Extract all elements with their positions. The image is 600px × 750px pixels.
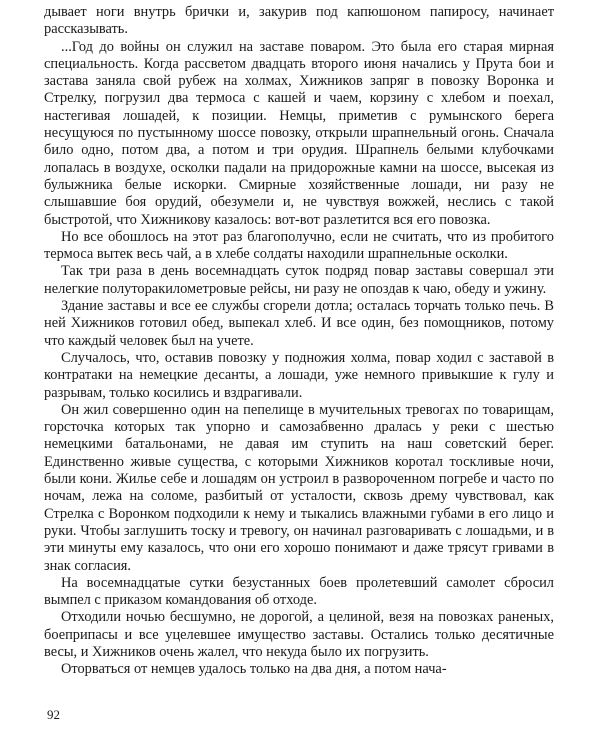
paragraph: Отходили ночью бесшумно, не дорогой, а целиной, везя на повозках раненых, боеприпасы и все уцелевшее имущество заставы. Остались только десятичные весы, и Хижников очень жалел, что некуда было их погрузить. [44, 609, 554, 660]
paragraph: Он жил совершенно один на пепелище в мучительных тревогах по товарищам, горсточка которых так упорно и самозабвенно дралась у реки с шестью немецкими батальонами, не давая им ступить на наш советский берег. Единственно живые существа, с которыми Хижников коротал тоскливые ночи, были кони. Жилье себе и лошадям он устроил в развороченном погребе и часто по ночам, лежа на соломе, разбитый от усталости, сквозь дрему чувствовал, как Стрелка с Воронком подходили к нему и тыкались влажными губами в его лицо и руки. Чтобы заглушить тоску и тревогу, он начинал разговаривать с лошадьми, и в эти минуты ему казалось, что они его хорошо понимают и даже трясут гривами в знак согласия. [44, 401, 554, 574]
paragraph: Случалось, что, оставив повозку у подножия холма, повар ходил с заставой в контратаки на немецкие десанты, а лошади, уже немного привыкшие к гулу и разрывам, только косились и вздрагивали. [44, 349, 554, 401]
paragraph: Здание заставы и все ее службы сгорели дотла; осталась торчать только печь. В ней Хижников готовил обед, выпекал хлеб. И все один, без помощников, потому что каждый человек был на учете. [44, 298, 554, 349]
text-column [44, 4, 554, 679]
paragraph: Но все обошлось на этот раз благополучно, если не считать, что из пробитого термоса вытек весь чай, а в хлебе солдаты находили шрапнельные осколки. [44, 228, 554, 263]
page-number: 92 [47, 707, 60, 722]
paragraph: На восемнадцатые сутки безустанных боев пролетевший самолет сбросил вымпел с приказом командования об отходе. [44, 574, 554, 609]
paragraph-continuation: дывает ноги внутрь брички и, закурив под капюшоном папиросу, начинает рассказывать. [44, 4, 554, 38]
paragraph: Так три раза в день восемнадцать суток подряд повар заставы совершал эти нелегкие полуторакилометровые рейсы, ни разу не опоздав к чаю, обеду и ужину. [44, 263, 554, 297]
paragraph-final: Оторваться от немцев удалось только на два дня, а потом нача- [61, 661, 447, 678]
paragraph: ...Год до войны он служил на заставе поваром. Это была его старая мирная специальность. Когда рассветом двадцать второго июня начались у Прута бои и застава заняла свой рубеж на холмах, Хижников запряг в повозку Воронка и Стрелку, погрузил два термоса с кашей и чаем, корзину с хлебом и поехал, настегивая лошадей, к позиции. Немцы, приметив с румынского берега несущуюся по пустынному шоссе повозку, открыли шрапнельный огонь. Сначала било одно, потом два, а потом и три орудия. Шрапнель белыми клубочками лопалась в воздухе, осколки падали на придорожные камни на шоссе, высекая из булыжника белые искорки. Смирные хозяйственные лошади, ни разу не слышавшие боя орудий, обезумели и, не чувствуя вожжей, неслись с такой быстротой, что Хижникову казалось: вот-вот разлетится вся его повозка. [44, 38, 554, 228]
